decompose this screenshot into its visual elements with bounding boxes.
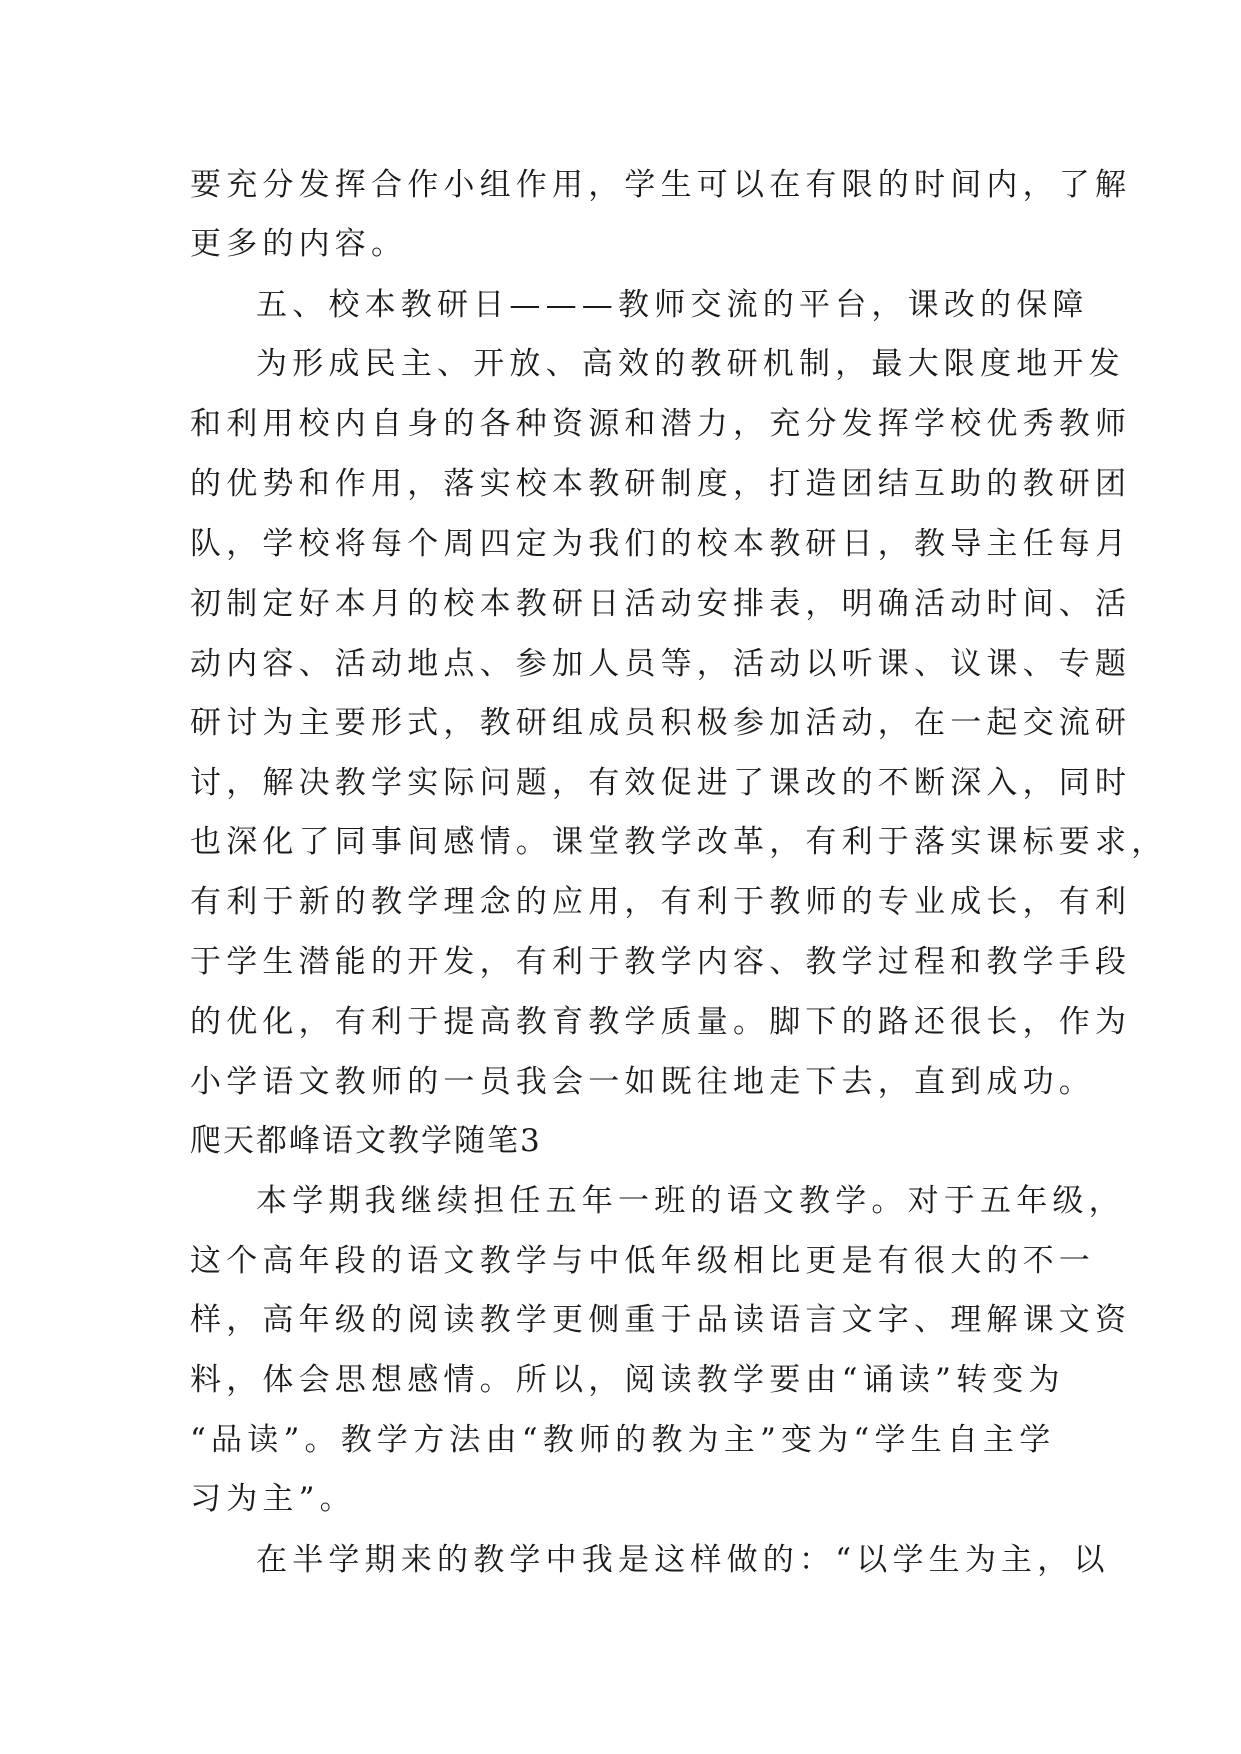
paragraph-line: 样，高年级的阅读教学更侧重于品读语言文字、理解课文资 bbox=[190, 1302, 1132, 1338]
paragraph-line: 要充分发挥合作小组作用，学生可以在有限的时间内，了解 bbox=[190, 167, 1132, 203]
paragraph-line: 在半学期来的教学中我是这样做的：“以学生为主，以 bbox=[256, 1542, 1110, 1578]
paragraph-line: 这个高年段的语文教学与中低年级相比更是有很大的不一 bbox=[190, 1243, 1095, 1279]
section-heading: 五、校本教研日———教师交流的平台，课改的保障 bbox=[256, 287, 1089, 323]
article-title: 爬天都峰语文教学随笔3 bbox=[190, 1123, 542, 1159]
paragraph-line: 的优化，有利于提高教育教学质量。脚下的路还很长，作为 bbox=[190, 1004, 1132, 1040]
paragraph-line: 讨，解决教学实际问题，有效促进了课改的不断深入，同时 bbox=[190, 765, 1132, 801]
paragraph-line: 本学期我继续担任五年一班的语文教学。对于五年级， bbox=[256, 1183, 1125, 1219]
paragraph-line: 也深化了同事间感情。课堂教学改革，有利于落实课标要求， bbox=[190, 824, 1168, 860]
paragraph-line: “品读”。教学方法由“教师的教为主”变为“学生自主学 bbox=[190, 1422, 1056, 1458]
paragraph-line: 小学语文教师的一员我会一如既往地走下去，直到成功。 bbox=[190, 1064, 1095, 1100]
paragraph-line: 研讨为主要形式，教研组成员积极参加活动，在一起交流研 bbox=[190, 705, 1132, 741]
paragraph-line: 的优势和作用，落实校本教研制度，打造团结互助的教研团 bbox=[190, 466, 1132, 502]
paragraph-line: 队，学校将每个周四定为我们的校本教研日，教导主任每月 bbox=[190, 526, 1132, 562]
paragraph-line: 习为主”。 bbox=[190, 1481, 356, 1517]
paragraph-line: 初制定好本月的校本教研日活动安排表，明确活动时间、活 bbox=[190, 586, 1132, 622]
paragraph-line: 有利于新的教学理念的应用，有利于教师的专业成长，有利 bbox=[190, 884, 1132, 920]
paragraph-line: 于学生潜能的开发，有利于教学内容、教学过程和教学手段 bbox=[190, 944, 1132, 980]
paragraph-line: 为形成民主、开放、高效的教研机制，最大限度地开发 bbox=[256, 346, 1125, 382]
paragraph-line: 更多的内容。 bbox=[190, 226, 408, 262]
paragraph-line: 动内容、活动地点、参加人员等，活动以听课、议课、专题 bbox=[190, 646, 1132, 682]
paragraph-line: 料，体会思想感情。所以，阅读教学要由“诵读”转变为 bbox=[190, 1362, 1065, 1398]
paragraph-line: 和利用校内自身的各种资源和潜力，充分发挥学校优秀教师 bbox=[190, 406, 1132, 442]
